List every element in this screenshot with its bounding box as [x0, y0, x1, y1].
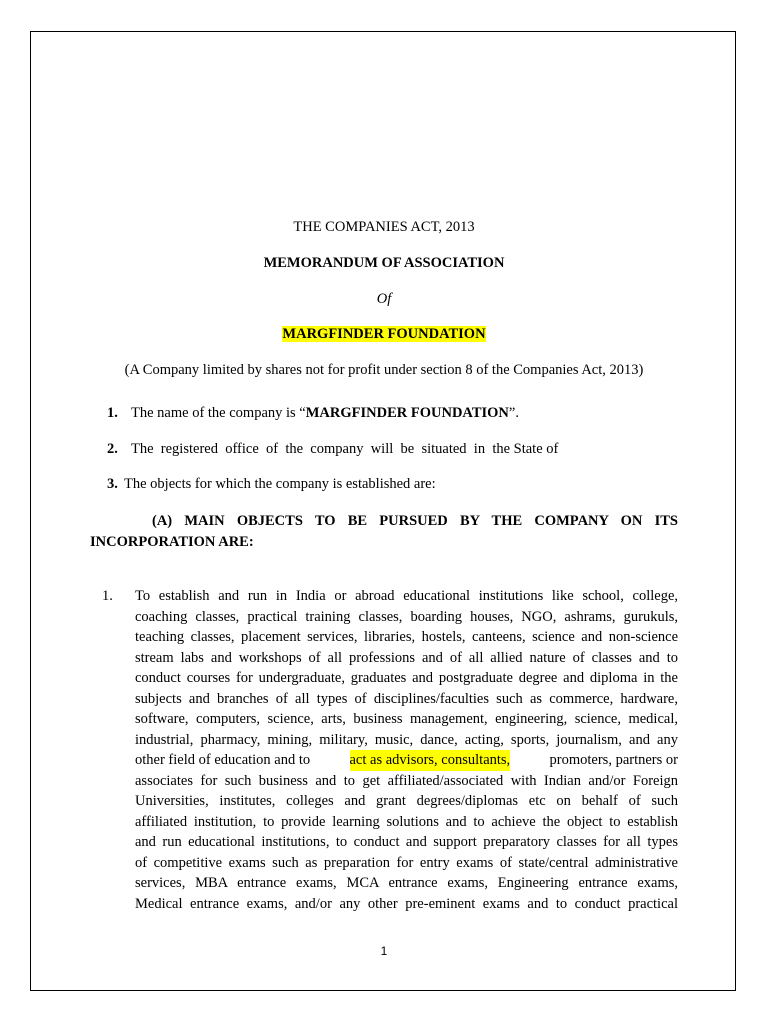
paragraph-line: Universities, institutes, colleges and grant degrees/diplomas etc on behalf of such [135, 793, 678, 809]
paragraph-line: teaching classes, placement services, libraries, hostels, canteens, science and non-science [135, 629, 678, 645]
clause-1-text [131, 404, 519, 422]
paragraph-line: associates for such business and to get affiliated/associated with Indian and/or Foreign [135, 772, 678, 789]
paragraph-line: of competitive exams such as preparation for entry exams of state/central administrative [135, 854, 678, 871]
company-name-heading: MARGFINDER FOUNDATION [282, 326, 486, 342]
clause-2-text: The registered office of the company will be situated in the State of [131, 441, 559, 457]
clause-1-number: 1. [107, 405, 118, 421]
main-objects-heading-line1: (A) MAIN OBJECTS TO BE PURSUED BY THE COMPANY ON ITS [152, 513, 678, 529]
paragraph-line: coaching classes, practical training classes, boarding houses, NGO, ashrams, gurukuls, [135, 608, 678, 625]
paragraph-line: conduct courses for undergraduate, graduates and postgraduate degree and diploma in the [135, 670, 678, 686]
memorandum-title: MEMORANDUM OF ASSOCIATION [263, 255, 505, 271]
of-word: Of [376, 291, 392, 307]
company-name-heading-wrapper [0, 325, 768, 343]
main-objects-heading-line2: INCORPORATION ARE: [90, 534, 254, 550]
clause-1-text-before: The name of the company is “ [131, 405, 306, 421]
clause-3-number: 3. [107, 476, 118, 492]
paragraph-line: services, MBA entrance exams, MCA entrance exams, Engineering entrance exams, [135, 875, 678, 891]
paragraph-line-highlighted [135, 750, 678, 771]
clause-1-text-after: ”. [508, 405, 519, 421]
paragraph-line: To establish and run in India or abroad educational institutions like school, college, [135, 588, 678, 604]
paragraph-line: affiliated institution, to provide learning solutions and to achieve the object to establish [135, 813, 678, 830]
paragraph-line: stream labs and workshops of all professions and of all allied nature of classes and to [135, 649, 678, 666]
paragraph-line: Medical entrance exams, and/or any other pre-eminent exams and to conduct practical [135, 895, 678, 912]
page-number: 1 [380, 944, 388, 958]
clause-1-company-name: MARGFINDER FOUNDATION [305, 405, 509, 421]
highlighted-phrase: act as advisors, consultants, [350, 750, 511, 771]
paragraph-line: and run educational institutions, to conduct and support preparatory classes for all types [135, 834, 678, 850]
paragraph-line: software, computers, science, arts, business management, engineering, science, medical, [135, 711, 678, 727]
line9-after: promoters, partners or [549, 752, 678, 768]
object-1-paragraph [135, 586, 678, 914]
company-description: (A Company limited by shares not for profit under section 8 of the Companies Act, 2013) [124, 362, 644, 378]
paragraph-line: industrial, pharmacy, mining, military, music, dance, acting, sports, journalism, and any [135, 731, 678, 748]
line9-before: other field of education and to [135, 752, 311, 768]
paragraph-line: subjects and branches of all types of disciplines/faculties such as commerce, hardware, [135, 690, 678, 707]
clause-3-text: The objects for which the company is established are: [124, 476, 436, 492]
object-1-number: 1. [102, 588, 113, 604]
clause-2-number: 2. [107, 441, 118, 457]
act-title: THE COMPANIES ACT, 2013 [293, 219, 475, 235]
